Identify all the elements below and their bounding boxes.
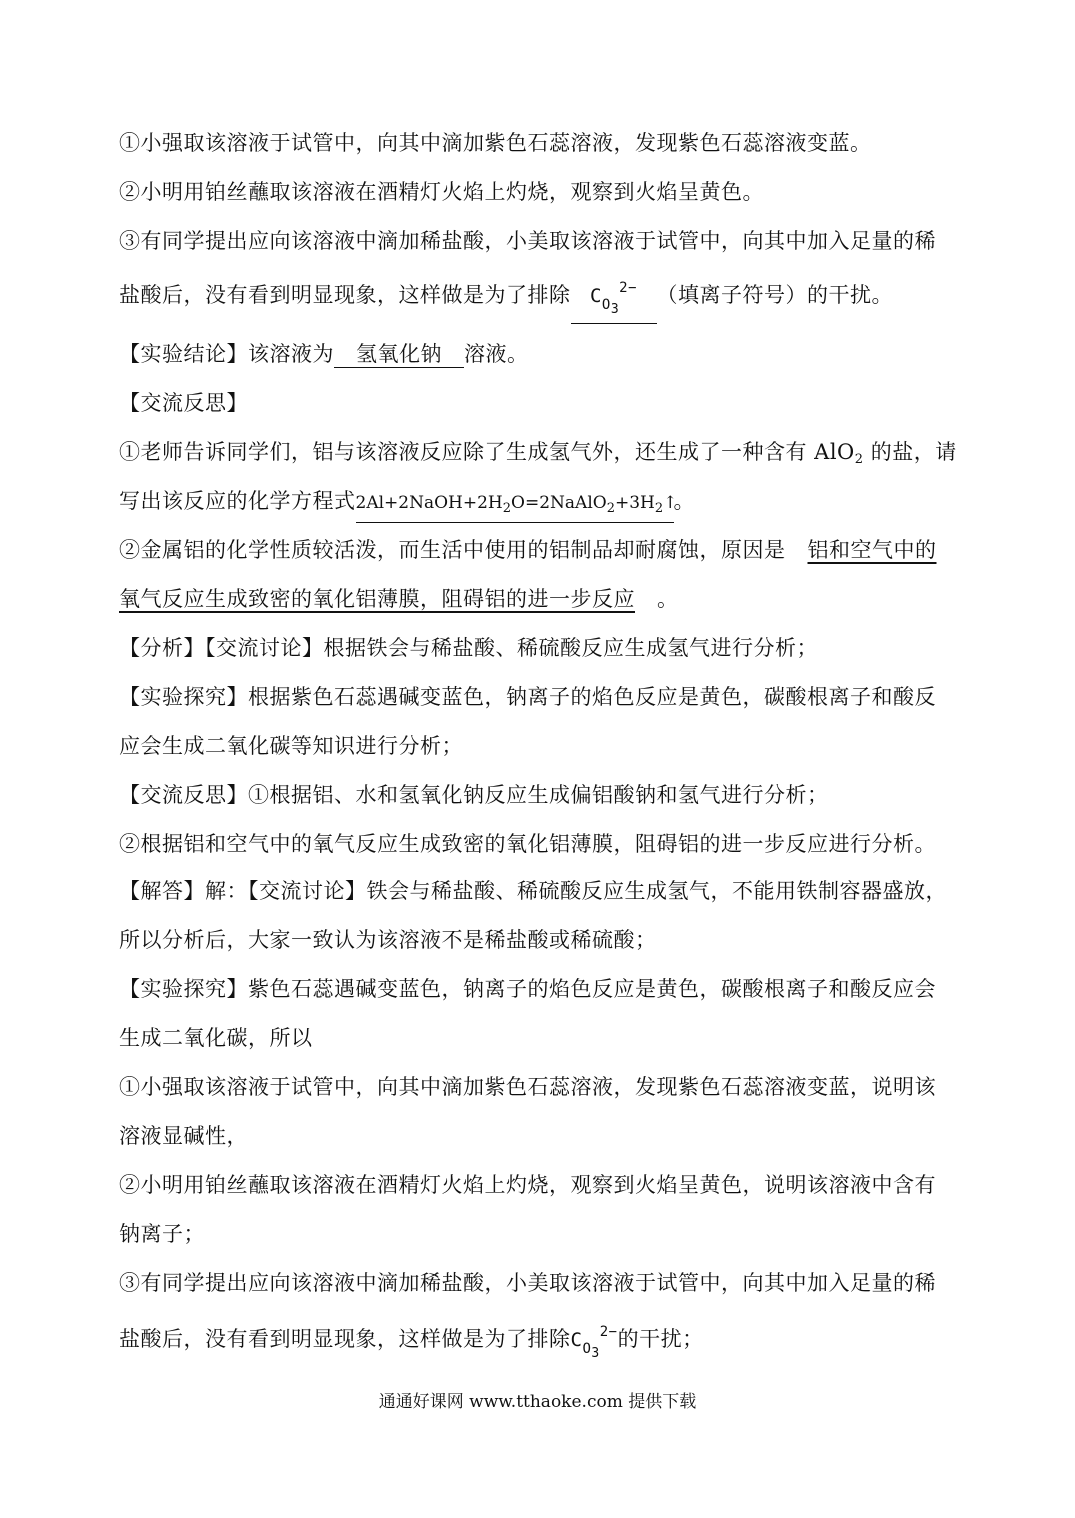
answer-underlined: 铝和空气中的 [807, 538, 937, 562]
text-fragment: 盐酸后，没有看到明显现象，这样做是为了排除 [119, 283, 571, 307]
ion-symbol: $C_{O3}^{2-}$ [570, 1324, 618, 1361]
answer-underlined: 氧气反应生成致密的氧化铝薄膜，阻碍铝的进一步反应 [119, 587, 635, 611]
text-line: 写出该反应的化学方程式$2Al+2NaOH+2H_2O=2NaAlO_2+3H_2↑$。 [119, 486, 959, 523]
text-line: 【交流反思】①根据铝、水和氢氧化钠反应生成偏铝酸钠和氢气进行分析； [119, 783, 829, 807]
text-line: 【解答】解：【交流讨论】铁会与稀盐酸、稀硫酸反应生成氢气，不能用铁制容器盛放， [119, 879, 947, 903]
text-line: ③有同学提出应向该溶液中滴加稀盐酸，小美取该溶液于试管中，向其中加入足量的稀 [119, 229, 936, 253]
text-line: 【实验探究】紫色石蕊遇碱变蓝色，钠离子的焰色反应是黄色，碳酸根离子和酸反应会 [119, 977, 936, 1001]
text-line: 钠离子； [119, 1222, 205, 1246]
text-line: 应会生成二氧化碳等知识进行分析； [119, 734, 463, 758]
text-line: ③有同学提出应向该溶液中滴加稀盐酸，小美取该溶液于试管中，向其中加入足量的稀 [119, 1271, 936, 1295]
chemical-equation: $2Al+2NaOH+2H_2O=2NaAlO_2+3H_2↑$ [356, 490, 674, 523]
text-fragment: 溶液。 [464, 342, 529, 366]
text-line: 【实验探究】根据紫色石蕊遇碱变蓝色，钠离子的焰色反应是黄色，碳酸根离子和酸反 [119, 685, 936, 709]
section-heading: 【交流反思】 [119, 391, 248, 415]
text-line [119, 275, 959, 324]
text-line: ①老师告诉同学们，铝与该溶液反应除了生成氢气外，还生成了一种含有 AlO2 的盐，请 [119, 440, 957, 467]
answer-blank: 氢氧化钠 [334, 341, 464, 368]
text-fragment: （填离子符号）的干扰。 [656, 283, 893, 307]
text-fragment: 【实验结论】该溶液为 [119, 342, 334, 366]
text-line [119, 339, 959, 369]
text-line: ①小强取该溶液于试管中，向其中滴加紫色石蕊溶液，发现紫色石蕊溶液变蓝，说明该 [119, 1075, 936, 1099]
text-line: ②根据铝和空气中的氧气反应生成致密的氧化铝薄膜，阻碍铝的进一步反应进行分析。 [119, 832, 936, 856]
text-line: 【分析】【交流讨论】根据铁会与稀盐酸、稀硫酸反应生成氢气进行分析； [119, 636, 818, 660]
text-line: ①小强取该溶液于试管中，向其中滴加紫色石蕊溶液，发现紫色石蕊溶液变蓝。 [119, 131, 872, 155]
text-line: 溶液显碱性， [119, 1124, 248, 1148]
text-line: ②金属铝的化学性质较活泼，而生活中使用的铝制品却耐腐蚀，原因是 铝和空气中的 [119, 538, 937, 562]
text-line: 氧气反应生成致密的氧化铝薄膜，阻碍铝的进一步反应 。 [119, 587, 679, 611]
text-line: 生成二氧化碳，所以 [119, 1026, 313, 1050]
text-line: ②小明用铂丝蘸取该溶液在酒精灯火焰上灼烧，观察到火焰呈黄色，说明该溶液中含有 [119, 1173, 936, 1197]
answer-blank-ion [571, 275, 657, 324]
ion-symbol: $C_{O3}^{2-}$ [589, 280, 638, 317]
page-footer: 通通好课网 www.tthaoke.com 提供下载 [378, 1392, 697, 1412]
text-line: 所以分析后，大家一致认为该溶液不是稀盐酸或稀硫酸； [119, 928, 657, 952]
text-line: 盐酸后，没有看到明显现象，这样做是为了排除$C_{O3}^{2-}$的干扰； [119, 1324, 704, 1361]
text-line: ②小明用铂丝蘸取该溶液在酒精灯火焰上灼烧，观察到火焰呈黄色。 [119, 180, 764, 204]
